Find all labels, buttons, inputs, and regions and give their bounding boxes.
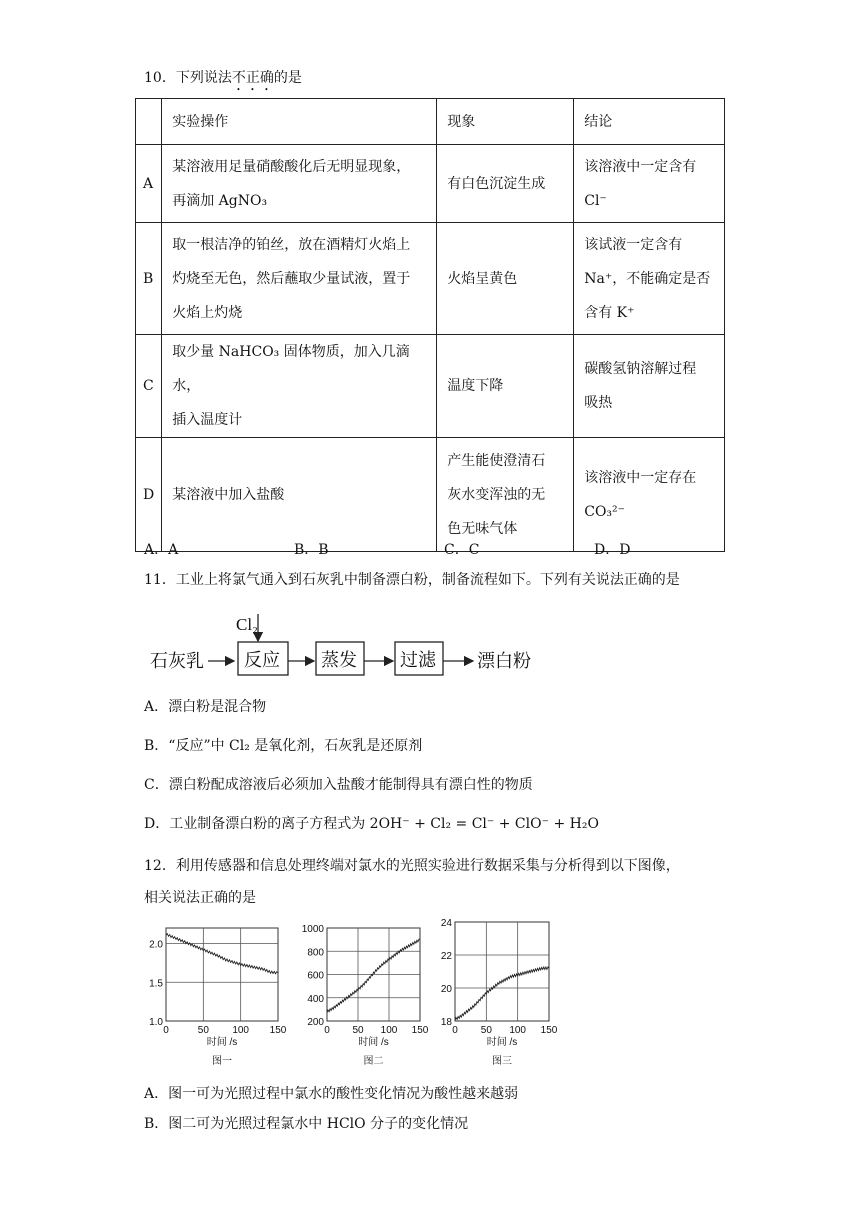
header-cell-operation: 实验操作: [162, 99, 437, 145]
flow-step-evaporate: 蒸发: [321, 650, 357, 670]
y-tick-label: 1.0: [149, 1017, 163, 1028]
flow-step-reaction: 反应: [244, 650, 280, 670]
row-label: D: [136, 438, 162, 552]
chart-title: 图三: [492, 1056, 512, 1067]
x-tick-label: 100: [509, 1025, 527, 1036]
q10-option-a[interactable]: A．A: [144, 542, 179, 558]
q12-stem-line1: 12．利用传感器和信息处理终端对氯水的光照实验进行数据采集与分析得到以下图像，: [144, 858, 680, 874]
y-tick-label: 20: [440, 984, 452, 995]
q12-option-b[interactable]: B．图二可为光照过程氯水中 HClO 分子的变化情况: [144, 1116, 469, 1132]
table-row: [136, 223, 725, 335]
q10-option-c[interactable]: C．C: [444, 542, 480, 558]
flow-output-label: 漂白粉: [477, 651, 531, 671]
row-conclusion: 该试液一定含有 Na⁺，不能确定是否 含有 K⁺: [574, 223, 725, 335]
q11-option-a[interactable]: A．漂白粉是混合物: [144, 699, 267, 715]
q10-stem-emphasis: 不正确: [231, 70, 274, 86]
y-tick-label: 400: [307, 993, 324, 1005]
chart-title: 图一: [212, 1056, 232, 1067]
q11-stem: 11．工业上将氯气通入到石灰乳中制备漂白粉，制备流程如下。下列有关说法正确的是: [144, 572, 680, 588]
q10-stem: 10．下列说法不正确的是: [144, 70, 302, 86]
x-tick-label: 0: [452, 1025, 458, 1036]
row-label: C: [136, 335, 162, 438]
flow-box-filter: [395, 642, 443, 675]
header-cell-blank: [136, 99, 162, 145]
header-cell-phenomenon: 现象: [437, 99, 574, 145]
table-row: [136, 145, 725, 223]
x-axis-label: 时间 /s: [486, 1037, 518, 1048]
q10-option-b[interactable]: B．B: [294, 542, 329, 558]
chart-title: 图二: [363, 1056, 384, 1067]
x-axis-label: 时间 /s: [358, 1037, 389, 1048]
y-tick-label: 18: [440, 1017, 452, 1028]
y-tick-label: 22: [440, 951, 452, 962]
flow-box-reaction: [238, 642, 288, 675]
row-phenomenon: 温度下降: [437, 335, 574, 438]
q10-option-d[interactable]: D．D: [594, 542, 631, 558]
row-phenomenon: 产生能使澄清石 灰水变浑浊的无 色无味气体: [437, 438, 574, 552]
chart-frame: [327, 928, 420, 1021]
row-conclusion: 该溶液中一定存在 CO₃²⁻: [574, 438, 725, 552]
x-tick-label: 50: [197, 1025, 209, 1036]
q11-option-c[interactable]: C．漂白粉配成溶液后必须加入盐酸才能制得具有漂白性的物质: [144, 777, 533, 793]
y-tick-label: 800: [307, 947, 324, 959]
x-axis-label: 时间 /s: [206, 1037, 238, 1048]
y-tick-label: 2.0: [149, 939, 163, 951]
y-tick-label: 1.5: [149, 978, 163, 990]
series-line: [327, 939, 420, 1013]
row-label: A: [136, 145, 162, 223]
x-tick-label: 150: [269, 1025, 287, 1036]
q12-stem-line2: 相关说法正确的是: [144, 890, 256, 906]
q11-option-b[interactable]: B．“反应”中 Cl₂ 是氧化剂，石灰乳是还原剂: [144, 738, 423, 754]
row-conclusion: 该溶液中一定含有 Cl⁻: [574, 145, 725, 223]
x-tick-label: 0: [324, 1025, 330, 1036]
y-tick-label: 200: [307, 1017, 324, 1028]
x-tick-label: 150: [540, 1025, 558, 1036]
flow-box-evaporate: [316, 642, 364, 675]
x-tick-label: 100: [232, 1025, 250, 1036]
y-tick-label: 1000: [301, 924, 324, 935]
x-tick-label: 150: [411, 1025, 429, 1036]
flow-input-label: 石灰乳: [150, 651, 204, 671]
series-line: [166, 934, 278, 974]
row-phenomenon: 火焰呈黄色: [437, 223, 574, 335]
row-operation: 取一根洁净的铂丝，放在酒精灯火焰上 灼烧至无色，然后蘸取少量试液，置于 火焰上灼烧: [162, 223, 437, 335]
x-tick-label: 50: [480, 1025, 492, 1036]
header-cell-conclusion: 结论: [574, 99, 725, 145]
q10-experiment-table: [135, 98, 725, 552]
x-tick-label: 0: [163, 1025, 169, 1036]
y-tick-label: 24: [440, 918, 452, 929]
flow-reagent-label: Cl₂: [236, 615, 258, 634]
row-operation: 某溶液用足量硝酸酸化后无明显现象， 再滴加 AgNO₃: [162, 145, 437, 223]
chart-frame: [455, 922, 549, 1021]
q11-option-d[interactable]: D．工业制备漂白粉的离子方程式为 2OH⁻ + Cl₂ = Cl⁻ + ClO⁻ + H₂O: [144, 816, 599, 832]
flow-step-filter: 过滤: [400, 650, 436, 670]
series-line: [455, 967, 549, 1021]
chart-frame: [166, 928, 278, 1021]
table-header-row: [136, 99, 725, 145]
y-tick-label: 600: [307, 970, 324, 982]
row-phenomenon: 有白色沉淀生成: [437, 145, 574, 223]
q12-option-a[interactable]: A．图一可为光照过程中氯水的酸性变化情况为酸性越来越弱: [144, 1086, 519, 1102]
table-row: [136, 438, 725, 552]
row-conclusion: 碳酸氢钠溶解过程 吸热: [574, 335, 725, 438]
x-tick-label: 100: [380, 1025, 398, 1036]
table-row: [136, 335, 725, 438]
x-tick-label: 50: [352, 1025, 364, 1036]
row-label: B: [136, 223, 162, 335]
row-operation: 取少量 NaHCO₃ 固体物质，加入几滴水， 插入温度计: [162, 335, 437, 438]
row-operation: 某溶液中加入盐酸: [162, 438, 437, 552]
